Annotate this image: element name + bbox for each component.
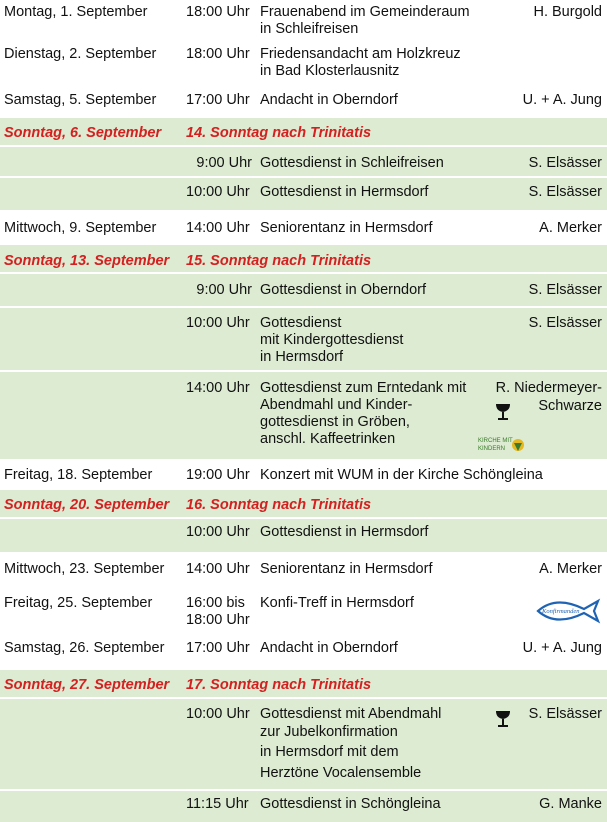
sunday-title: 16. Sonntag nach Trinitatis — [186, 497, 372, 513]
entry-event: Gottesdienst in Hermsdorf — [260, 524, 429, 540]
entry-time: 18:00 Uhr — [186, 46, 250, 62]
entry-responsible: A. Merker — [539, 561, 602, 577]
svg-text:KIRCHE MIT: KIRCHE MIT — [478, 438, 513, 444]
entry-event-line: Gottesdienst mit Abendmahl — [260, 706, 442, 722]
sunday-day: Sonntag, 27. September — [4, 677, 170, 693]
sunday-day: Sonntag, 20. September — [4, 497, 170, 513]
entry-event-line: in Schleifreisen — [260, 21, 359, 37]
entry-day: Mittwoch, 9. September — [4, 220, 157, 236]
divider — [0, 306, 607, 308]
entry-day: Freitag, 18. September — [4, 467, 153, 483]
entry-event-line: Friedensandacht am Holzkreuz — [260, 46, 461, 62]
entry-event: Gottesdienst in Schleifreisen — [260, 155, 444, 171]
entry-event-line: mit Kindergottesdienst — [260, 332, 404, 348]
entry-event: Gottesdienst in Oberndorf — [260, 282, 427, 298]
konfirmanden-fish-logo — [534, 597, 604, 625]
sunday-title: 14. Sonntag nach Trinitatis — [186, 125, 372, 141]
chalice-icon — [494, 402, 512, 422]
entry-time-line: 18:00 Uhr — [186, 612, 250, 628]
entry-event-line: gottesdienst in Gröben, — [260, 414, 410, 430]
entry-responsible: H. Burgold — [533, 4, 602, 20]
entry-responsible-line: Schwarze — [538, 398, 602, 414]
kirche-mit-kindern-logo — [476, 433, 526, 459]
entry-time: 10:00 Uhr — [186, 184, 250, 200]
entry-time: 11:15 Uhr — [186, 796, 249, 812]
entry-day: Montag, 1. September — [4, 4, 148, 20]
svg-text:Konfirmanden: Konfirmanden — [542, 608, 580, 615]
entry-event-line: Abendmahl und Kinder- — [260, 397, 413, 413]
entry-responsible: S. Elsässer — [528, 315, 602, 331]
entry-day: Mittwoch, 23. September — [4, 561, 165, 577]
entry-responsible: S. Elsässer — [528, 184, 602, 200]
sunday-day: Sonntag, 6. September — [4, 125, 162, 141]
entry-time: 10:00 Uhr — [186, 315, 250, 331]
entry-time: 9:00 Uhr — [196, 282, 252, 298]
entry-event-line: Gottesdienst — [260, 315, 342, 331]
entry-time: 17:00 Uhr — [186, 92, 250, 108]
entry-time: 10:00 Uhr — [186, 524, 250, 540]
entry-event-line: in Bad Klosterlausnitz — [260, 63, 400, 79]
entry-event-line: in Hermsdorf — [260, 349, 343, 365]
entry-event: Seniorentanz in Hermsdorf — [260, 561, 433, 577]
entry-event-line: Herztöne Vocalensemble — [260, 765, 422, 781]
entry-time: 17:00 Uhr — [186, 640, 250, 656]
entry-event-line: zur Jubelkonfirmation — [260, 724, 398, 740]
entry-responsible: A. Merker — [539, 220, 602, 236]
entry-event: Andacht in Oberndorf — [260, 640, 398, 656]
divider — [0, 370, 607, 372]
entry-time: 9:00 Uhr — [196, 155, 252, 171]
entry-event: Konfi-Treff in Hermsdorf — [260, 595, 414, 611]
entry-event: Seniorentanz in Hermsdorf — [260, 220, 433, 236]
entry-responsible: G. Manke — [539, 796, 602, 812]
divider — [0, 517, 607, 519]
entry-event: Gottesdienst in Schöngleina — [260, 796, 441, 812]
entry-event-line: anschl. Kaffeetrinken — [260, 431, 396, 447]
entry-time: 10:00 Uhr — [186, 706, 250, 722]
svg-text:KINDERN: KINDERN — [478, 446, 506, 452]
sunday-title: 17. Sonntag nach Trinitatis — [186, 677, 372, 693]
divider — [0, 272, 607, 274]
entry-responsible-line: R. Niedermeyer- — [495, 380, 602, 396]
chalice-icon — [494, 709, 512, 729]
divider — [0, 697, 607, 699]
entry-event-line: in Hermsdorf mit dem — [260, 744, 399, 760]
sunday-title: 15. Sonntag nach Trinitatis — [186, 253, 372, 269]
entry-responsible: S. Elsässer — [528, 155, 602, 171]
entry-time: 14:00 Uhr — [186, 380, 250, 396]
entry-event: Gottesdienst in Hermsdorf — [260, 184, 429, 200]
entry-day: Freitag, 25. September — [4, 595, 153, 611]
entry-time: 14:00 Uhr — [186, 220, 250, 236]
entry-time-line: 16:00 bis — [186, 595, 245, 611]
sunday-day: Sonntag, 13. September — [4, 253, 170, 269]
entry-responsible: U. + A. Jung — [522, 92, 602, 108]
entry-day: Samstag, 26. September — [4, 640, 165, 656]
entry-event-line: Frauenabend im Gemeinderaum — [260, 4, 470, 20]
entry-time: 19:00 Uhr — [186, 467, 250, 483]
entry-day: Dienstag, 2. September — [4, 46, 157, 62]
entry-event-line: Gottesdienst zum Erntedank mit — [260, 380, 467, 396]
entry-day: Samstag, 5. September — [4, 92, 157, 108]
entry-time: 14:00 Uhr — [186, 561, 250, 577]
divider — [0, 145, 607, 147]
entry-event: Konzert mit WUM in der Kirche Schöngleina — [260, 467, 543, 483]
entry-responsible: S. Elsässer — [528, 282, 602, 298]
entry-event: Andacht in Oberndorf — [260, 92, 398, 108]
entry-responsible: S. Elsässer — [528, 706, 602, 722]
entry-responsible: U. + A. Jung — [522, 640, 602, 656]
divider — [0, 789, 607, 791]
divider — [0, 176, 607, 178]
entry-time: 18:00 Uhr — [186, 4, 250, 20]
